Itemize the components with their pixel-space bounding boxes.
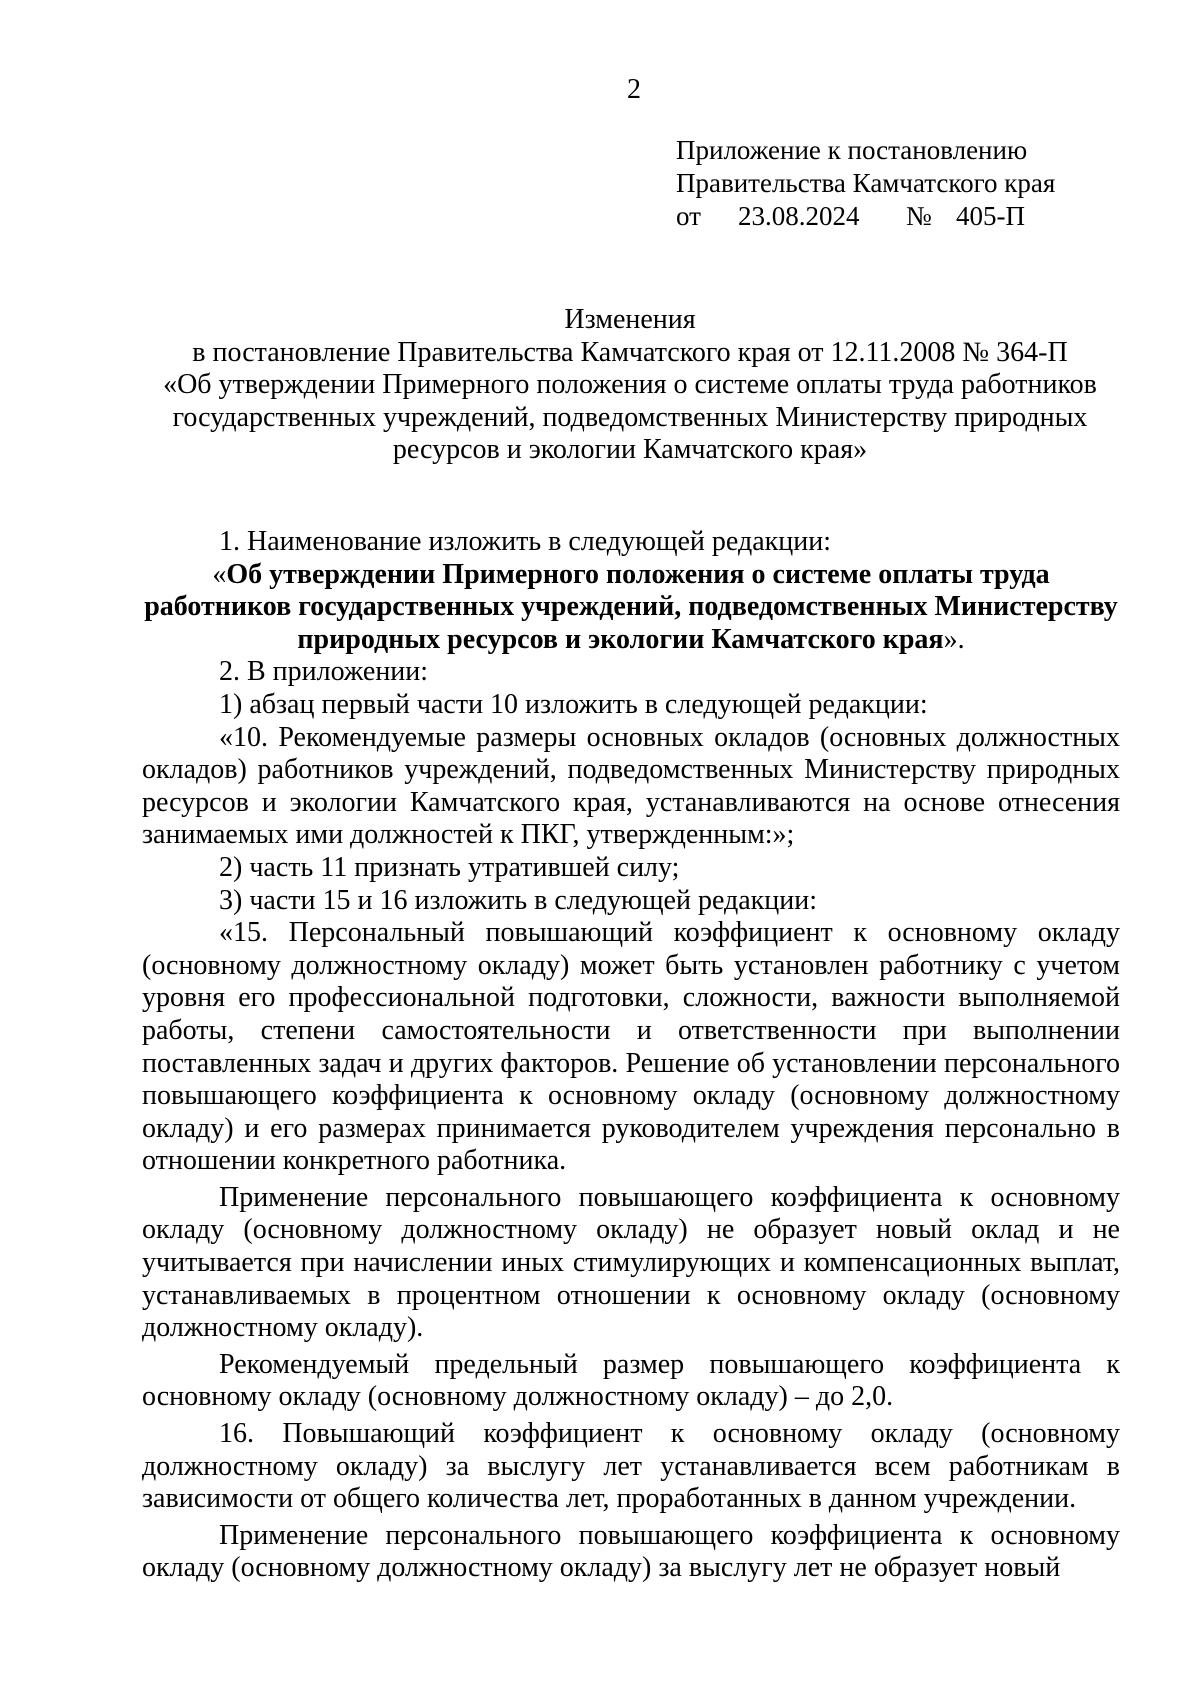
part-16-paragraph-1: 16. Повышающий коэффициент к основному окладу (основному должностному окладу) за выслугу лет устанавливается всем работникам в зависимости от общего количества лет, проработанных в данном учреждении. bbox=[142, 1418, 1120, 1515]
new-name-open-quote: « bbox=[212, 558, 227, 590]
document-body bbox=[142, 526, 1120, 1585]
item-2-3: 3) части 15 и 16 изложить в следующей редакции: bbox=[219, 884, 818, 916]
part-10-text: «10. Рекомендуемые размеры основных окладов (основных должностных окладов) работников учреждений, подведомственных Министерству природных ресурсов и экологии Камчатского края, устанавливаются на основе отнесения занимаемых ими должностей к ПКГ, утвержденным:»; bbox=[142, 721, 1120, 851]
new-name-paragraph bbox=[142, 559, 1120, 657]
title-heading: Изменения bbox=[564, 304, 696, 335]
page-number: 2 bbox=[627, 74, 641, 105]
item-2-2: 2) часть 11 признать утратившей силу; bbox=[219, 851, 680, 883]
title-line-1: в постановление Правительства Камчатского края от 12.11.2008 № 364-П bbox=[192, 336, 1068, 368]
appendix-line-2: Правительства Камчатского края bbox=[676, 168, 1056, 198]
part-15-paragraph-1: «15. Персональный повышающий коэффициент к основному окладу (основному должностному окладу) может быть установлен работнику с учетом уровня его профессиональной подготовки, сложности, важности выполняемой работы, степени самостоятельности и ответственности при выполнении поставленных задач и других факторов. Решение об установлении персонального повышающего коэффициента к основному окладу (основному должностному окладу) и его размерах принимается руководителем учреждения персонально в отношении конкретного работника. bbox=[142, 917, 1120, 1177]
from-label: от bbox=[676, 201, 701, 231]
document-title bbox=[140, 304, 1120, 467]
item-2: 2. В приложении: bbox=[219, 656, 429, 688]
title-line-2: «Об утверждении Примерного положения о системе оплаты труда работников bbox=[163, 369, 1097, 400]
appendix-line-1: Приложение к постановлению bbox=[676, 135, 1028, 165]
part-15-paragraph-3: Рекомендуемый предельный размер повышающего коэффициента к основному окладу (основному должностному окладу) – до 2,0. bbox=[142, 1348, 1120, 1413]
resolution-date: 23.08.2024 bbox=[738, 201, 860, 231]
resolution-number: 405-П bbox=[956, 201, 1025, 231]
new-name-close-quote: ». bbox=[943, 623, 965, 655]
appendix-header bbox=[676, 134, 1136, 233]
number-sign: № bbox=[906, 201, 932, 231]
title-line-4: ресурсов и экологии Камчатского края» bbox=[392, 434, 868, 465]
appendix-date-line bbox=[676, 200, 1136, 233]
part-16-paragraph-2: Применение персонального повышающего коэффициента к основному окладу (основному должностному окладу) за выслугу лет не образует новый bbox=[142, 1519, 1120, 1584]
item-1: 1. Наименование изложить в следующей редакции: bbox=[219, 526, 831, 557]
new-name-text: Об утверждении Примерного положения о системе оплаты труда работников государственных учреждений, подведомственных Министерству природных ресурсов и экологии Камчатского края bbox=[144, 558, 1118, 655]
item-2-1: 1) абзац первый части 10 изложить в следующей редакции: bbox=[219, 688, 928, 720]
part-15-paragraph-2: Применение персонального повышающего коэффициента к основному окладу (основному должностному окладу) не образует новый оклад и не учитывается при начислении иных стимулирующих и компенсационных выплат, устанавливаемых в процентном отношении к основному окладу (основному должностному окладу). bbox=[142, 1181, 1120, 1344]
title-line-3: государственных учреждений, подведомственных Министерству природных bbox=[172, 401, 1088, 433]
